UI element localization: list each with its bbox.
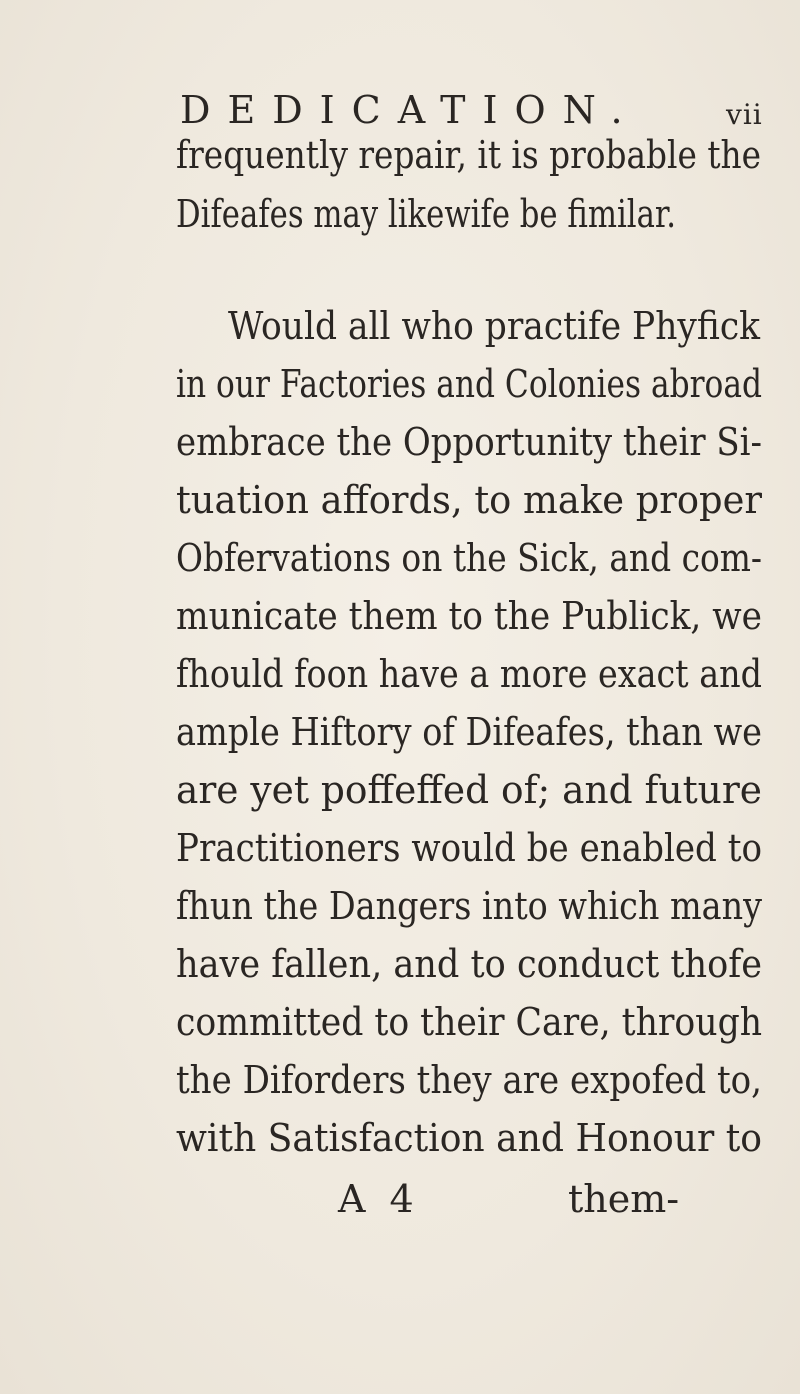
text-line: Difeafes may likewife be fimilar.	[176, 192, 676, 236]
text-line: have fallen, and to conduct thofe	[176, 942, 762, 986]
text-line: the Diforders they are expofed to,	[176, 1058, 762, 1102]
page-number: vii	[726, 98, 763, 131]
text-line: committed to their Care, through	[176, 1000, 763, 1044]
catchword: them-	[568, 1177, 680, 1221]
text-line: in our Factories and Colonies abroad	[176, 362, 762, 406]
text-line: fhould foon have a more exact and	[176, 652, 762, 696]
running-title: DEDICATION.	[180, 88, 640, 132]
text-line: are yet poffeffed of; and future	[176, 768, 762, 812]
text-line: fhun the Dangers into which many	[176, 884, 763, 928]
text-line: tuation affords, to make proper	[176, 478, 762, 522]
text-line: Obfervations on the Sick, and com-	[176, 536, 763, 580]
text-line: Would all who practife Phyfick	[228, 304, 760, 348]
text-line: Practitioners would be enabled to	[176, 826, 763, 870]
text-line: frequently repair, it is probable the	[176, 133, 761, 177]
signature-mark: A 4	[338, 1177, 420, 1221]
text-line: municate them to the Publick, we	[176, 594, 763, 638]
text-line: with Satisfaction and Honour to	[176, 1116, 762, 1160]
text-line: embrace the Opportunity their Si-	[176, 420, 762, 464]
text-line: ample Hiftory of Difeafes, than we	[176, 710, 763, 754]
